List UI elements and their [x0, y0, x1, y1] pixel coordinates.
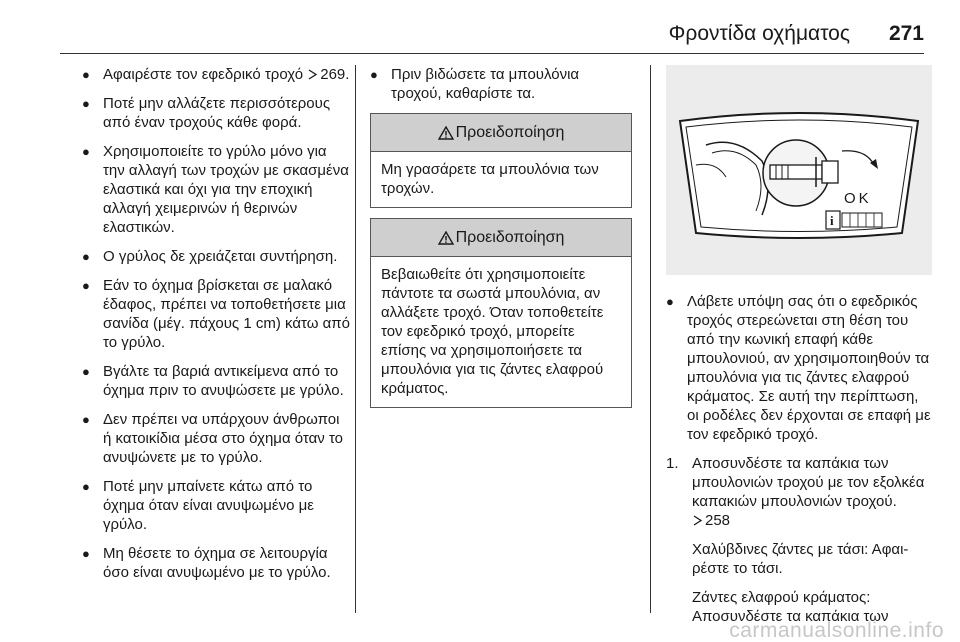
- watermark: carmanualsonline.info: [729, 619, 944, 642]
- page-reference[interactable]: 258: [692, 512, 730, 529]
- list-item: ● Ο γρύλος δε χρειάζεται συντήρηση.: [82, 247, 350, 266]
- ok-label: OK: [844, 190, 872, 207]
- warning-text: Μη γρασάρετε τα μπουλόνια των τροχών.: [381, 161, 599, 197]
- column-right: [666, 65, 932, 626]
- warning-box: [370, 113, 632, 208]
- list-item: ● Πριν βιδώσετε τα μπουλόνια τροχού, καθαρίστε τα.: [370, 65, 632, 103]
- warning-triangle-icon: [438, 126, 454, 140]
- step-item: 1. Αποσυνδέστε τα καπάκια των μπουλονιών τροχού με τον εξολκέα καπακιών μπουλονιών τροχού. 258 Χαλύβδινες ζάντες με τάσι: Αφαιρέστε το τάσι. Ζάντες ελαφρού κράματος: Αποσυνδέστε τα καπάκια των: [666, 454, 932, 626]
- column-left: [82, 65, 350, 592]
- page-reference-icon: [307, 69, 318, 80]
- wheel-bolt-illustration: [666, 65, 932, 275]
- step-number: 1.: [666, 455, 679, 472]
- column-middle: [370, 65, 632, 408]
- warning-triangle-icon: [438, 231, 454, 245]
- warning-title: Προειδοποίηση: [455, 229, 565, 246]
- safety-bullet-list: [82, 65, 350, 582]
- section-title: Φροντίδα οχήματος: [668, 22, 850, 45]
- list-item: ● Χρησιμοποιείτε το γρύλο μόνο για την αλλαγή των τροχών με σκασμένα ελαστικά και όχι για την εποχική αλλαγή χειμερινών ή θερινών ελαστικών.: [82, 142, 350, 237]
- header-divider: [60, 53, 924, 54]
- page-reference-icon: [692, 515, 703, 526]
- page-header: [0, 6, 960, 50]
- step-paragraph: Χαλύβδινες ζάντες με τάσι: Αφαιρέστε το τάσι.: [692, 541, 909, 577]
- list-item: ● Αφαιρέστε τον εφεδρικό τροχό 269.: [82, 65, 350, 84]
- column-divider: [650, 65, 651, 613]
- list-item: ● Μη θέσετε το όχημα σε λειτουργία όσο είναι ανυψωμένο με το γρύλο.: [82, 544, 350, 582]
- svg-text:i: i: [830, 213, 834, 228]
- list-item: ● Ποτέ μην αλλάζετε περισσότερους από έναν τροχούς κάθε φορά.: [82, 94, 350, 132]
- warning-text: Βεβαιωθείτε ότι χρησιμοποιείτε πάντοτε τα σωστά μπουλόνια, αν αλλάξετε τροχό. Όταν τοποθετείτε τον εφεδρικό τροχό, μπορείτε επίσης να χρησιμοποιήσετε τα μπουλόνια για τις ζάντες ελαφρού κράματος.: [381, 266, 604, 397]
- list-item: ● Βγάλτε τα βαριά αντικείμενα από το όχημα πριν το ανυψώσετε με γρύλο.: [82, 362, 350, 400]
- warning-header: [371, 219, 631, 257]
- list-item: ● Λάβετε υπόψη σας ότι ο εφεδρικός τροχός στερεώνεται στη θέση του από την κωνική επαφή κάθε μπουλονιού, αν χρησιμοποιηθούν τα μπουλόνια για τις ζάντες ελαφρού κράματος. Σε αυτή την περίπτωση, οι ροδέλες δεν έρχονται σε επαφή με τον εφεδρικό τροχό.: [666, 292, 932, 444]
- step-list: [666, 454, 932, 626]
- warning-title: Προειδοποίηση: [455, 124, 565, 141]
- spare-wheel-bullet-list: [666, 292, 932, 444]
- list-item: ● Εάν το όχημα βρίσκεται σε μαλακό έδαφος, πρέπει να τοποθετήσετε μια σανίδα (μέγ. πάχους 1 cm) κάτω από το γρύλο.: [82, 276, 350, 352]
- warning-box: [370, 218, 632, 408]
- column-divider: [355, 65, 356, 613]
- list-item: ● Δεν πρέπει να υπάρχουν άνθρωποι ή κατοικίδια μέσα στο όχημα όταν το ανυψώνετε με το γρύλο.: [82, 410, 350, 467]
- list-item: ● Ποτέ μην μπαίνετε κάτω από το όχημα όταν είναι ανυψωμένο με γρύλο.: [82, 477, 350, 534]
- page-number: 271: [888, 22, 924, 45]
- bolt-bullet-list: [370, 65, 632, 103]
- page-reference[interactable]: 269.: [307, 66, 349, 83]
- step-paragraph: Ζάντες ελαφρού κράματος: Αποσυνδέστε τα καπάκια των: [692, 589, 889, 625]
- warning-header: [371, 114, 631, 152]
